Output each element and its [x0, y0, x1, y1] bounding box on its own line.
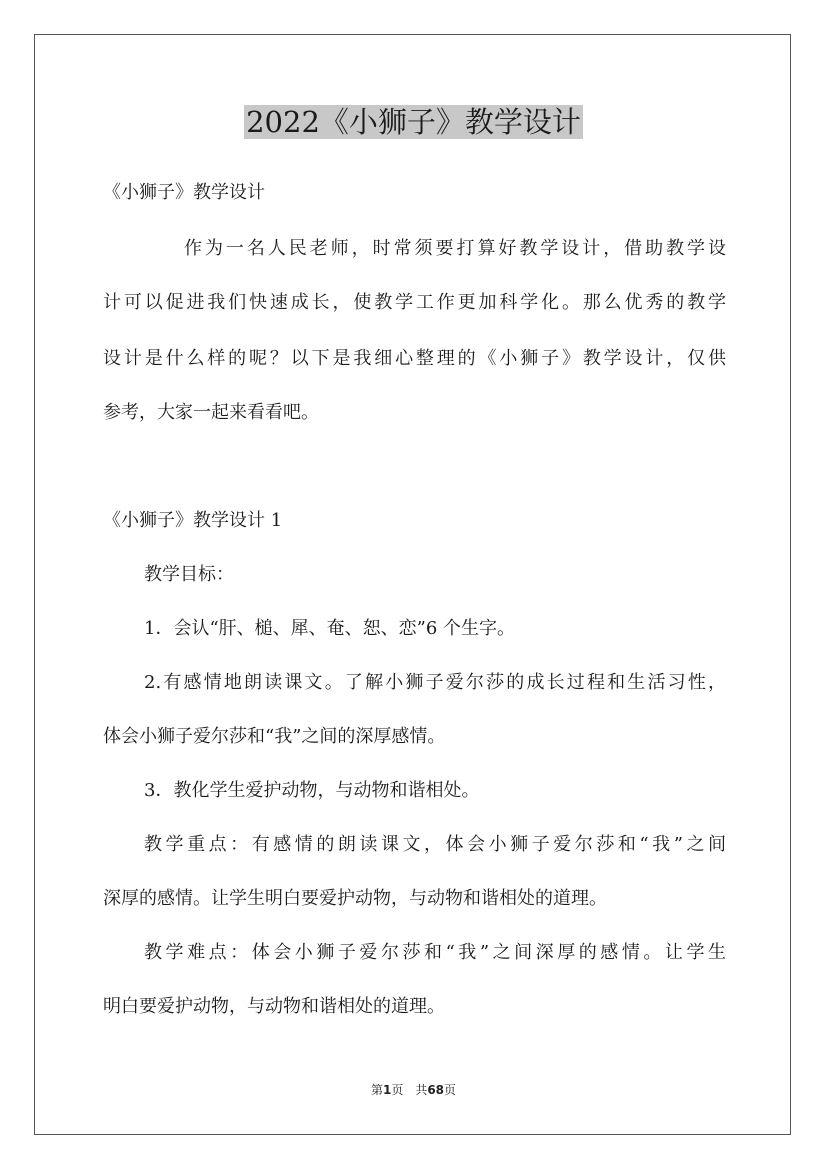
body-line-objective-1: 1．会认“肝、槌、犀、奄、恕、恋”6 个生字。 — [144, 618, 516, 639]
section-heading: 《小狮子》教学设计 1 — [103, 510, 283, 531]
intro-line-2: 计可以促进我们快速成长，使教学工作更加科学化。那么优秀的教学 — [103, 292, 726, 313]
intro-line-3: 设计是什么样的呢？以下是我细心整理的《小狮子》教学设计，仅供 — [103, 348, 726, 369]
footer-page-total: 68 — [427, 1083, 445, 1097]
body-line-objectives-label: 教学目标： — [144, 564, 234, 585]
intro-line-1: 作为一名人民老师，时常须要打算好教学设计，借助教学设 — [184, 238, 726, 259]
document-subtitle: 《小狮子》教学设计 — [103, 182, 265, 203]
intro-line-4: 参考，大家一起来看看吧。 — [103, 402, 319, 423]
body-line-key-points-cont: 深厚的感情。让学生明白要爱护动物，与动物和谐相处的道理。 — [103, 888, 607, 909]
footer-suffix: 页 — [444, 1083, 457, 1097]
document-title-text: 2022《小狮子》教学设计 — [246, 105, 581, 139]
body-line-objective-2-cont: 体会小狮子爱尔莎和“我”之间的深厚感情。 — [103, 726, 446, 747]
body-line-key-points: 教学重点：有感情的朗读课文，体会小狮子爱尔莎和“我”之间 — [144, 834, 726, 855]
footer-mid: 页 共 — [391, 1083, 428, 1097]
page-footer — [0, 1082, 827, 1098]
body-line-difficulties: 教学难点：体会小狮子爱尔莎和“我”之间深厚的感情。让学生 — [144, 942, 726, 963]
body-line-objective-3: 3．教化学生爱护动物，与动物和谐相处。 — [144, 780, 480, 801]
document-title — [0, 100, 827, 144]
footer-page-current: 1 — [382, 1083, 392, 1097]
footer-prefix: 第 — [370, 1083, 383, 1097]
body-line-objective-2: 2.有感情地朗读课文。了解小狮子爱尔莎的成长过程和生活习性， — [144, 672, 726, 693]
body-line-difficulties-cont: 明白要爱护动物，与动物和谐相处的道理。 — [103, 996, 445, 1017]
